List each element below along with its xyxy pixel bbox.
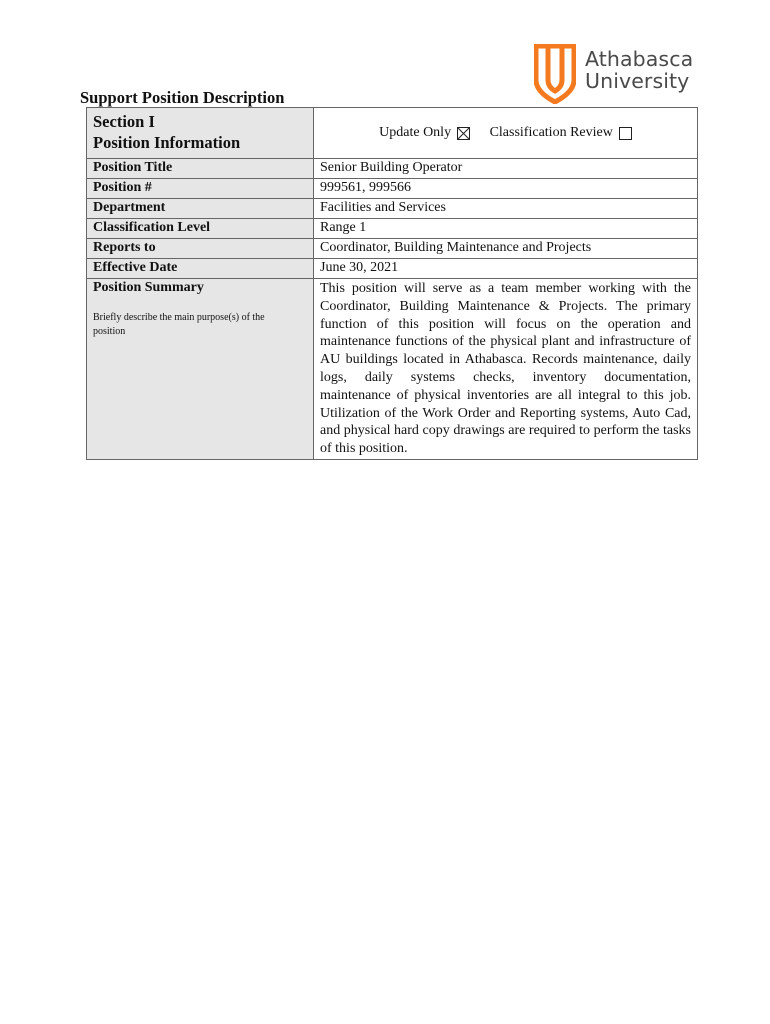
review-type-cell xyxy=(314,108,698,159)
table-row xyxy=(87,219,698,239)
field-value: June 30, 2021 xyxy=(314,259,698,279)
position-summary-text: This position will serve as a team member working with the Coordinator, Building Maintenance & Projects. The primary function of this position will focus on the operation and maintenance functions of the physical plant and infrastructure of AU buildings located in Athabasca. Records maintenance, daily logs, daily systems checks, inventory documentation, maintenance of physical inventories are all integral to this job. Utilization of the Work Order and Reporting systems, Auto Cad, and physical hard copy drawings are required to perform the tasks of this position. xyxy=(314,279,698,460)
field-label: Position Title xyxy=(87,159,314,179)
table-row xyxy=(87,179,698,199)
update-only-checkbox[interactable] xyxy=(457,127,470,140)
field-label: Classification Level xyxy=(87,219,314,239)
table-row xyxy=(87,239,698,259)
logo-line-2: University xyxy=(585,69,690,93)
update-only-option[interactable] xyxy=(379,124,470,142)
document-title: Support Position Description xyxy=(80,88,285,107)
field-label: Reports to xyxy=(87,239,314,259)
section-header-cell xyxy=(87,108,314,159)
classification-review-checkbox[interactable] xyxy=(619,127,632,140)
table-row xyxy=(87,159,698,179)
section-header-row xyxy=(87,108,698,159)
position-summary-label-cell xyxy=(87,279,314,460)
logo-wordmark xyxy=(585,48,693,92)
position-summary-hint: Briefly describe the main purpose(s) of the position xyxy=(93,312,265,337)
logo-line-1: Athabasca xyxy=(585,47,694,71)
field-value: 999561, 999566 xyxy=(314,179,698,199)
field-value: Range 1 xyxy=(314,219,698,239)
checked-x-icon xyxy=(458,128,469,139)
field-value: Facilities and Services xyxy=(314,199,698,219)
section-number: Section I xyxy=(93,112,155,131)
field-label: Effective Date xyxy=(87,259,314,279)
shield-icon xyxy=(534,44,576,104)
section-title: Position Information xyxy=(93,133,241,152)
field-value: Senior Building Operator xyxy=(314,159,698,179)
field-label: Position # xyxy=(87,179,314,199)
athabasca-university-logo xyxy=(534,44,704,106)
field-value: Coordinator, Building Maintenance and Projects xyxy=(314,239,698,259)
position-summary-label: Position Summary xyxy=(93,280,204,295)
position-information-table xyxy=(86,107,698,460)
update-only-label: Update Only xyxy=(379,125,452,140)
classification-review-option[interactable] xyxy=(490,124,632,142)
table-row xyxy=(87,199,698,219)
table-row xyxy=(87,259,698,279)
position-summary-row xyxy=(87,279,698,460)
field-label: Department xyxy=(87,199,314,219)
classification-review-label: Classification Review xyxy=(489,125,613,140)
